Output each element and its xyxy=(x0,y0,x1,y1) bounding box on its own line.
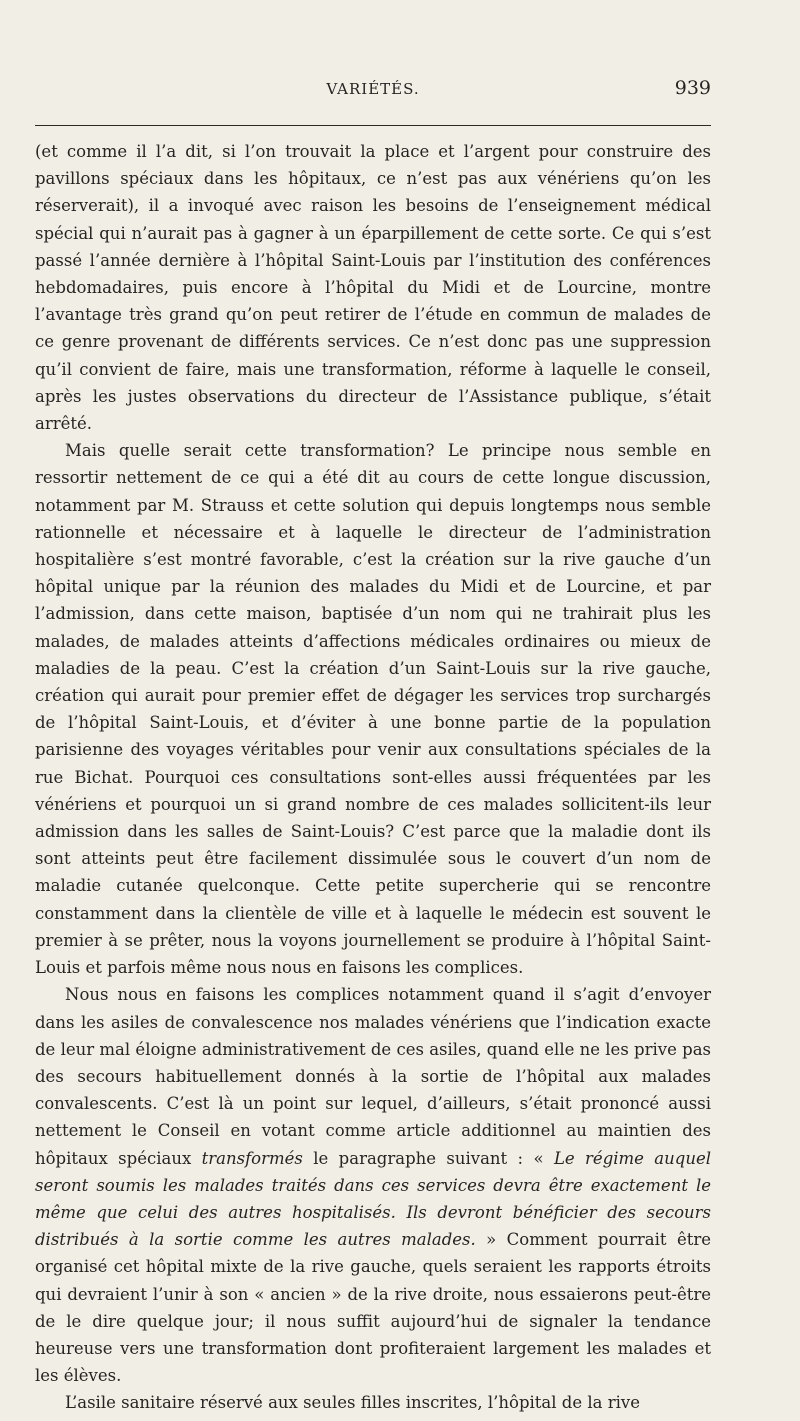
paragraph-4: L’asile sanitaire réservé aux seules filles inscrites, l’hôpital de la rive xyxy=(65,1393,640,1413)
paragraph-1: (et comme il l’a dit, si l’on trouvait la place et l’argent pour construire des pavillons spéciaux dans les hôpitaux, ce n’est pas aux vénériens qu’on les réserverait), il a invoqué avec raison les besoins de l’enseignement médical spécial qui n’aurait pas à gagner à un éparpillement de cette sorte. Ce qui s’est passé l’année dernière à l’hôpital Saint-Louis par l’institution des conférences hebdomadaires, puis encore à l’hôpital du Midi et de Lourcine, montre l’avantage très grand qu’on peut retirer de l’étude en commun de malades de ce genre provenant de différents services. Ce n’est donc pas une suppression qu’il convient de faire, mais une transformation, réforme à laquelle le conseil, après les justes observations du directeur de l’Assistance publique, s’était arrêté. xyxy=(35,142,711,434)
paragraph-3-italic-word: transformés xyxy=(201,1148,303,1168)
running-title: VARIÉTÉS. xyxy=(326,80,420,98)
running-head xyxy=(35,77,711,106)
paragraph-3-text-after: » Comment pourrait être organisé cet hôpital mixte de la rive gauche, quels seraient les rapports étroits qui devraient l’unir à son « ancien » de la rive droite, nous essaierons peut-être de le dire quelque jour; il nous suffit aujourd’hui de signaler la tendance heureuse vers une transformation dont profiteraient largement les malades et les élèves. xyxy=(35,1230,711,1386)
paragraph-2: Mais quelle serait cette transformation? Le principe nous semble en ressortir nettement de ce qui a été dit au cours de cette longue discussion, notamment par M. Strauss et cette solution qui depuis longtemps nous semble rationnelle et nécessaire et à laquelle le directeur de l’administration hospitalière s’est montré favorable, c’est la création sur la rive gauche d’un hôpital unique par la réunion des malades du Midi et de Lourcine, et par l’admission, dans cette maison, baptisée d’un nom qui ne trahirait plus les malades, de malades atteints d’affections médicales ordinaires ou mieux de maladies de la peau. C’est la création d’un Saint-Louis sur la rive gauche, création qui aurait pour premier effet de dégager les services trop surchargés de l’hôpital Saint-Louis, et d’éviter à une bonne partie de la population parisienne des voyages véritables pour venir aux consultations spéciales de la rue Bichat. Pourquoi ces consultations sont-elles aussi fréquentées par les vénériens et pourquoi un si grand nombre de ces malades sollicitent-ils leur admission dans les salles de Saint-Louis? C’est parce que la maladie dont ils sont atteints peut être facilement dissimulée sous le couvert d’un nom de maladie cutanée quelconque. Cette petite supercherie qui se rencontre constamment dans la clientèle de ville et à laquelle le médecin est souvent le premier à se prêter, nous la voyons journellement se produire à l’hôpital Saint-Louis et parfois même nous nous en faisons les complices. xyxy=(35,441,711,978)
paragraph-3 xyxy=(35,981,711,1389)
page-number: 939 xyxy=(674,77,711,99)
paragraph-3-text-before: Nous nous en faisons les complices notamment quand il s’agit d’envoyer dans les asiles de convalescence nos malades vénériens que l’indication exacte de leur mal éloigne administrativement de ces asiles, quand elle ne les prive pas des secours habituellement donnés à la sortie de l’hôpital aux malades convalescents. C’est là un point sur lequel, d’ailleurs, s’était prononcé aussi nettement le Conseil en votant comme article additionnel au maintien des hôpitaux spéciaux xyxy=(35,985,711,1168)
header-rule xyxy=(35,125,711,126)
body-text xyxy=(35,138,711,1417)
paragraph-3-text-middle: le paragraphe suivant : « xyxy=(302,1148,554,1168)
paragraph-3-italic-quote: Le régime auquel seront soumis les malades traités dans ces services devra être exactement le même que celui des autres hospitalisés. Ils devront bénéficier des secours distribués à la sortie comme les autres malades. xyxy=(35,1148,712,1250)
